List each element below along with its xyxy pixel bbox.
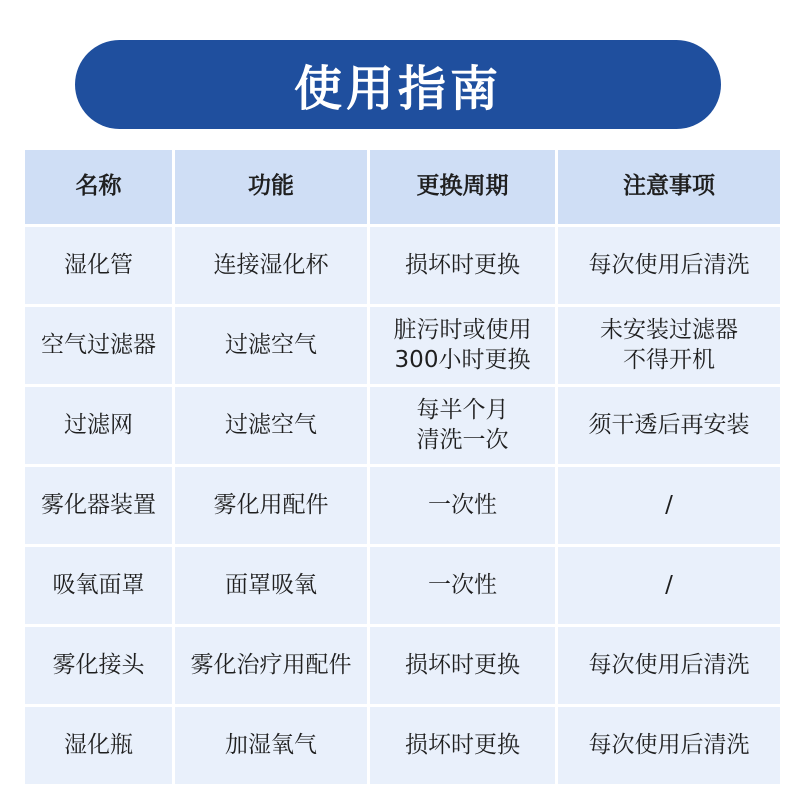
table-cell: 湿化管	[25, 227, 172, 304]
table-cell: 加湿氧气	[175, 707, 367, 784]
table-cell: 雾化用配件	[175, 467, 367, 544]
table-cell: 过滤空气	[175, 387, 367, 464]
table-cell: 过滤空气	[175, 307, 367, 384]
title-banner	[75, 40, 721, 129]
table-cell: /	[558, 547, 780, 624]
column-header-replacement-cycle: 更换周期	[370, 150, 555, 224]
table-cell: 连接湿化杯	[175, 227, 367, 304]
table-cell: 雾化治疗用配件	[175, 627, 367, 704]
table-cell: 每次使用后清洗	[558, 627, 780, 704]
page-title: 使用指南	[293, 61, 502, 117]
table-cell: 须干透后再安装	[558, 387, 780, 464]
table-cell: 雾化器装置	[25, 467, 172, 544]
table-cell: 每次使用后清洗	[558, 227, 780, 304]
table-cell: 面罩吸氧	[175, 547, 367, 624]
table-cell: 过滤网	[25, 387, 172, 464]
table-cell: 雾化接头	[25, 627, 172, 704]
table-cell: 一次性	[370, 467, 555, 544]
column-header-notes: 注意事项	[558, 150, 780, 224]
column-header-name: 名称	[25, 150, 172, 224]
table-cell: 损坏时更换	[370, 227, 555, 304]
table-cell: 每次使用后清洗	[558, 707, 780, 784]
column-header-function: 功能	[175, 150, 367, 224]
table-cell: 湿化瓶	[25, 707, 172, 784]
table-cell: 未安装过滤器 不得开机	[558, 307, 780, 384]
table-cell: 损坏时更换	[370, 627, 555, 704]
table-cell: 吸氧面罩	[25, 547, 172, 624]
guide-table	[25, 150, 775, 785]
table-cell: 损坏时更换	[370, 707, 555, 784]
table-cell: 一次性	[370, 547, 555, 624]
table-cell: /	[558, 467, 780, 544]
table-cell: 空气过滤器	[25, 307, 172, 384]
table-cell: 每半个月 清洗一次	[370, 387, 555, 464]
table-cell: 脏污时或使用 300小时更换	[370, 307, 555, 384]
